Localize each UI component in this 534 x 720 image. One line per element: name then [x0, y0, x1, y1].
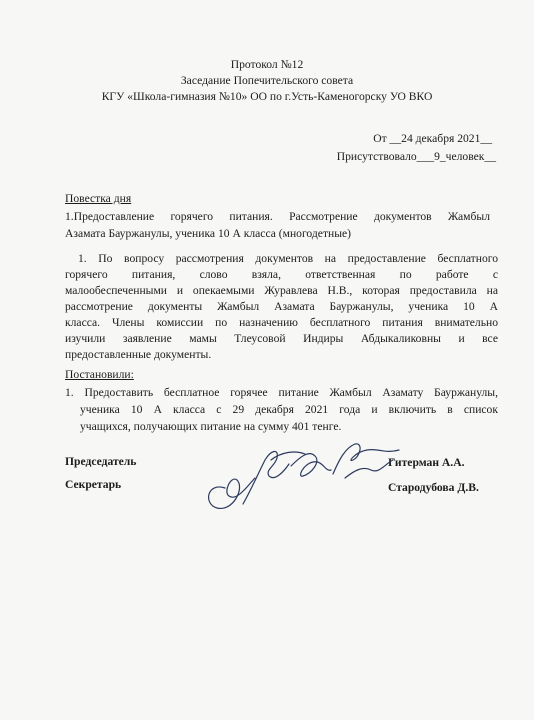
secretary-name: Стародубова Д.В.: [388, 481, 479, 494]
agenda-item-line-2: Азамата Бауржанулы, ученика 10 А класса (многодетные): [65, 227, 352, 240]
agenda-title: Повестка дня: [65, 192, 132, 205]
body-line-7: предоставленные документы.: [65, 348, 212, 361]
attendance-line: Присутствовало___9_человек__: [336, 150, 496, 163]
body-line-3: малообеспеченными и опекаемыми Журавлева Н.В., которая предоставила на: [65, 284, 498, 297]
date-line: От __24 декабря 2021__: [373, 132, 492, 145]
organization-title: КГУ «Школа-гимназия №10» ОО по г.Усть-Каменогорску УО ВКО: [101, 90, 433, 103]
body-line-5: класса. Члены комиссии по назначению бесплатного питания внимательно: [65, 316, 498, 329]
protocol-title: Протокол №12: [230, 58, 304, 71]
resolution-line-1: 1. Предоставить бесплатное горячее питание Жамбыл Азамату Бауржанулы,: [65, 386, 498, 399]
agenda-item-line-1: 1.Предоставление горячего питания. Рассмотрение документов Жамбыл: [65, 210, 490, 223]
chair-name: Гитерман А.А.: [388, 456, 465, 469]
secretary-title: Секретарь: [65, 478, 122, 491]
resolution-line-3: учащихся, получающих питание на сумму 401 тенге.: [80, 420, 342, 433]
chair-title: Председатель: [65, 455, 137, 468]
body-line-1: 1. По вопросу рассмотрения документов на предоставление бесплатного: [78, 252, 498, 265]
meeting-title: Заседание Попечительского совета: [180, 74, 354, 87]
body-line-2: горячего питания, слово взяла, ответственная по работе с: [65, 268, 498, 281]
body-line-4: рассмотрение документы Жамбыл Азамата Бауржанулы, ученика 10 А: [65, 300, 498, 313]
body-line-6: изучили заявление мамы Тлеусовой Индиры Абдыкаликовны и все: [65, 332, 498, 345]
resolution-line-2: ученика 10 А класса с 29 декабря 2021 года и включить в список: [80, 403, 498, 416]
resolution-title: Постановили:: [65, 368, 134, 381]
handwritten-signature: [185, 430, 425, 520]
